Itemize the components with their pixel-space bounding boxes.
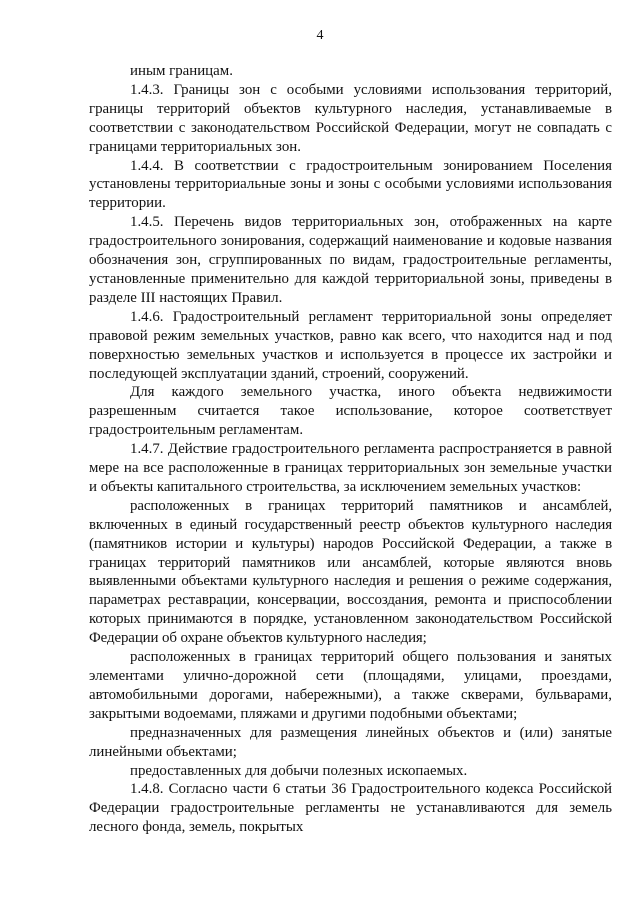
paragraph-1-4-8: 1.4.8. Согласно части 6 статьи 36 Градостроительного кодекса Российской Федерации градостроительные регламенты не устанавливаются для земель лесного фонда, земель, покрытых [89,781,612,836]
paragraph-permitted-use: Для каждого земельного участка, иного объекта недвижимости разрешенным считается такое использование, которое соответствует градостроительным регламентам. [89,384,612,439]
document-body [89,62,612,837]
paragraph-1-4-6: 1.4.6. Градостроительный регламент территориальной зоны определяет правовой режим земельных участков, равно как всего, что находится над и под поверхностью земельных участков и используется в процессе их застройки и последующей эксплуатации зданий, строений, сооружений. [89,308,612,382]
list-item-linear-objects: предназначенных для размещения линейных объектов и (или) занятые линейными объектами; [89,724,612,760]
paragraph-1-4-3: 1.4.3. Границы зон с особыми условиями использования территорий, границы территорий объектов культурного наследия, устанавливаемые в соответствии с законодательством Российской Федерации, могут не совпадать с границами территориальных зон. [89,81,612,155]
list-item-cultural-heritage: расположенных в границах территорий памятников и ансамблей, включенных в единый государственный реестр объектов культурного наследия (памятников истории и культуры) народов Российской Федерации, а также в границах территорий памятников или ансамблей, которые являются вновь выявленными объектами культурного наследия и решения о режиме содержания, параметрах реставрации, консервации, воссоздания, ремонта и приспособлении которых принимаются в порядке, установленном законодательством Российской Федерации об охране объектов культурного наследия; [89,497,612,647]
list-item-mineral-extraction: предоставленных для добычи полезных ископаемых. [130,762,468,779]
paragraph-continuation: иным границам. [130,63,233,79]
page-number: 4 [316,28,324,43]
list-item-public-use: расположенных в границах территорий общего пользования и занятых элементами улично-дорожной сети (площадями, улицами, проездами, автомобильными дорогами, набережными), а также скверами, бульварами, закрытыми водоемами, пляжами и другими подобными объектами; [89,649,612,722]
paragraph-1-4-5: 1.4.5. Перечень видов территориальных зон, отображенных на карте градостроительного зонирования, содержащий наименование и кодовые названия обозначения зон, сгруппированных по видам, градостроительные регламенты, установленные применительно для каждой территориальной зоны, приведены в разделе III настоящих Правил. [89,214,612,306]
paragraph-1-4-4: 1.4.4. В соответствии с градостроительным зонированием Поселения установлены территориальные зоны и зоны с особыми условиями использования территории. [89,157,612,212]
paragraph-1-4-7: 1.4.7. Действие градостроительного регламента распространяется в равной мере на все расположенные в границах территориальных зон земельные участки и объекты капитального строительства, за исключением земельных участков: [89,441,612,495]
